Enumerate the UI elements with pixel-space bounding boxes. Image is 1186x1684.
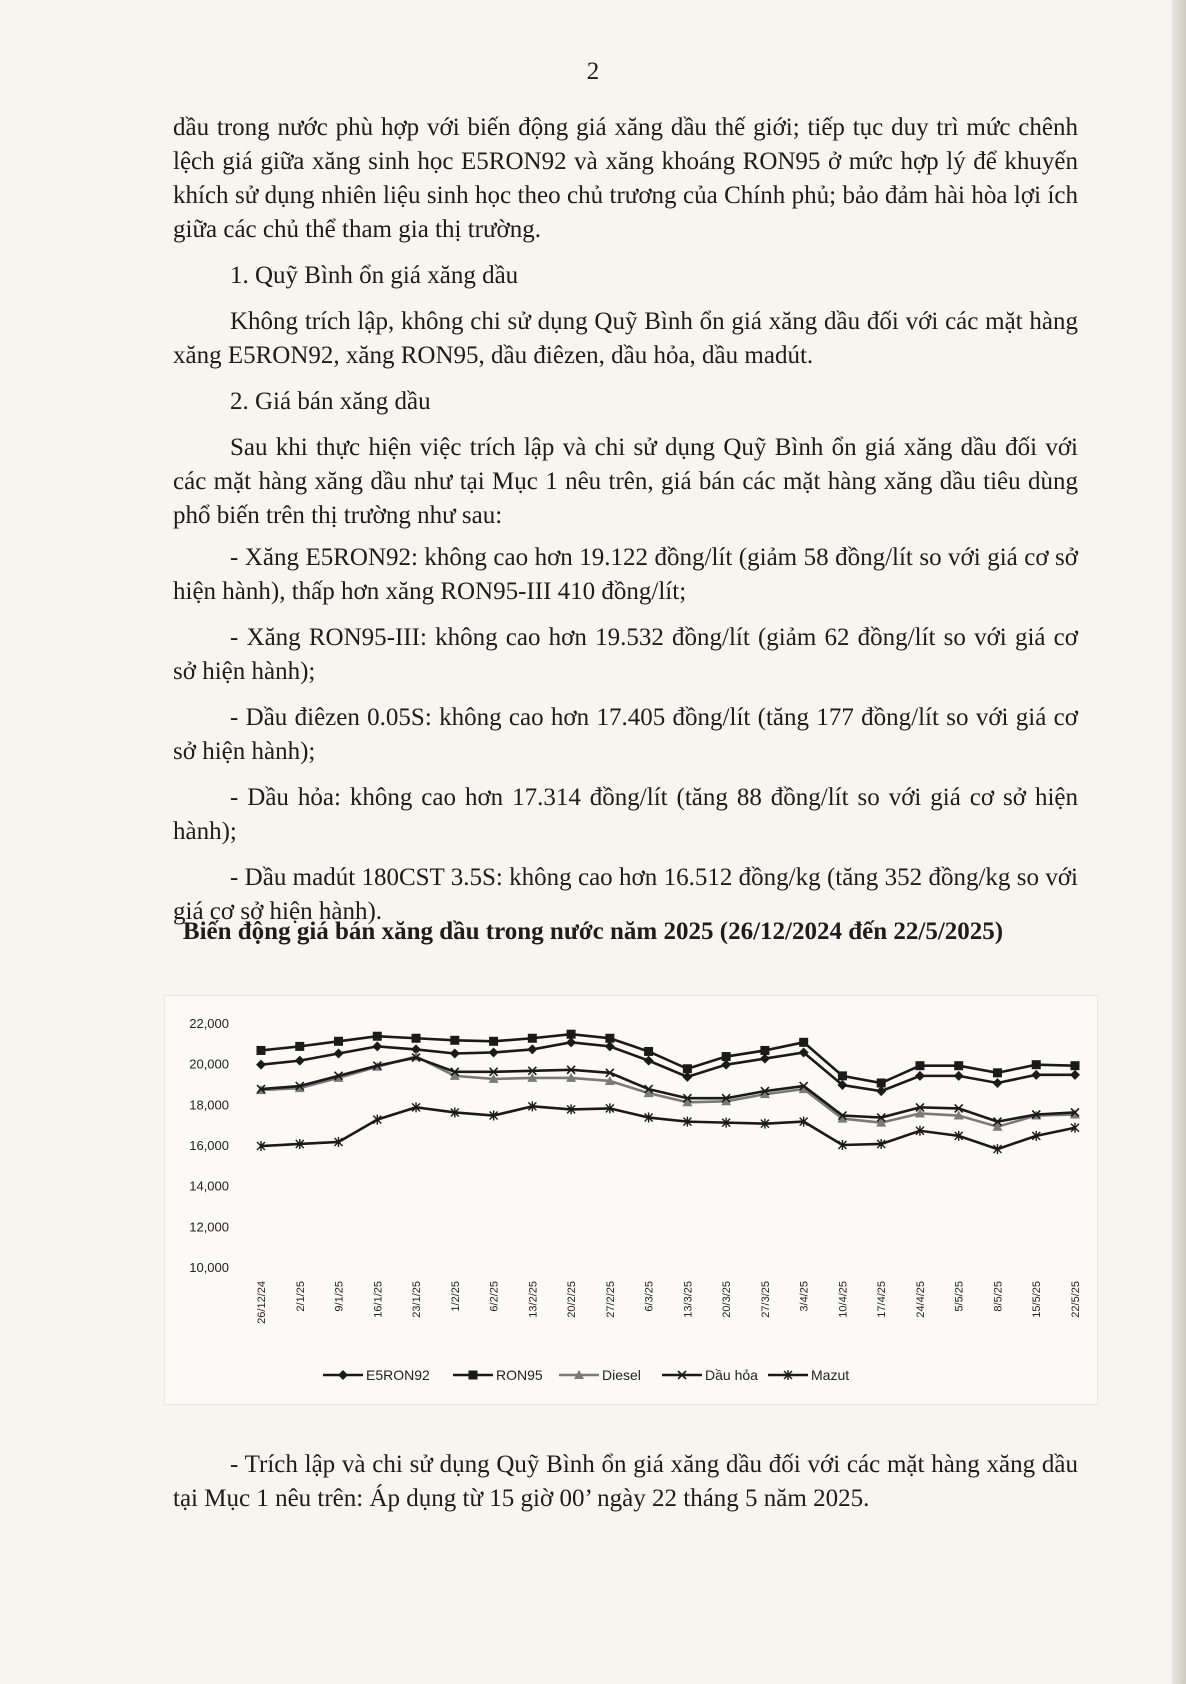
y-tick-label: 18,000: [189, 1097, 229, 1113]
x-tick-label: 2/1/25: [294, 1281, 307, 1312]
x-tick-label: 10/4/25: [837, 1281, 850, 1318]
footer-text: [173, 1448, 1078, 1516]
x-tick-label: 1/2/25: [449, 1281, 462, 1312]
data-point-ron95: [412, 1034, 421, 1043]
x-tick-label: 13/3/25: [682, 1281, 695, 1318]
series-line-mazut: [261, 1106, 1075, 1149]
y-tick-label: 22,000: [189, 1016, 229, 1031]
data-point-ron95: [722, 1052, 731, 1061]
data-point-e5ron92: [915, 1071, 925, 1081]
data-point-ron95: [450, 1036, 459, 1045]
x-tick-label: 22/5/25: [1070, 1281, 1082, 1318]
data-point-e5ron92: [334, 1049, 344, 1059]
data-point-ron95: [877, 1078, 886, 1087]
x-tick-label: 16/1/25: [372, 1281, 385, 1318]
legend-label-dau-hoa: Dầu hỏa: [705, 1367, 758, 1383]
data-point-ron95: [295, 1042, 304, 1051]
legend-label-e5ron92: E5RON92: [366, 1367, 430, 1383]
data-point-e5ron92: [1070, 1070, 1080, 1080]
x-tick-label: 15/5/25: [1031, 1281, 1044, 1318]
legend-label-diesel: Diesel: [602, 1367, 641, 1383]
y-tick-label: 20,000: [189, 1056, 229, 1072]
legend-label-ron95: RON95: [496, 1367, 543, 1383]
chart-svg: [165, 996, 1097, 1404]
data-point-e5ron92: [682, 1072, 692, 1082]
data-point-ron95: [528, 1034, 537, 1043]
x-tick-label: 8/5/25: [992, 1281, 1005, 1312]
data-point-ron95: [567, 1030, 576, 1039]
price-item-kerosene: - Dầu hỏa: không cao hơn 17.314 đồng/lít (tăng 88 đồng/lít so với giá cơ sở hiện hành);: [173, 784, 1078, 845]
y-tick-label: 10,000: [189, 1260, 229, 1275]
data-point-ron95: [257, 1046, 266, 1055]
x-tick-label: 6/3/25: [643, 1281, 656, 1312]
section1-heading: 1. Quỹ Bình ổn giá xăng dầu: [230, 262, 519, 289]
legend-marker-ron95: [469, 1371, 478, 1380]
x-tick-label: 20/3/25: [721, 1281, 734, 1318]
data-point-ron95: [799, 1038, 808, 1047]
x-tick-label: 17/4/25: [876, 1281, 889, 1318]
data-point-ron95: [1032, 1060, 1041, 1069]
data-point-ron95: [760, 1046, 769, 1055]
page-edge-shadow: [1172, 0, 1186, 1684]
data-point-e5ron92: [1031, 1070, 1041, 1080]
price-item-mazut: - Dầu madút 180CST 3.5S: không cao hơn 16.512 đồng/kg (tăng 352 đồng/kg so với giá cơ sở hiện hành).: [173, 864, 1078, 925]
data-point-e5ron92: [876, 1086, 886, 1096]
data-point-ron95: [644, 1047, 653, 1056]
data-point-ron95: [605, 1034, 614, 1043]
section1-body: Không trích lập, không chi sử dụng Quỹ Bình ổn giá xăng dầu đối với các mặt hàng xăng E5RON92, xăng RON95, dầu điêzen, dầu hỏa, dầu madút.: [173, 308, 1078, 369]
data-point-ron95: [489, 1037, 498, 1046]
section2-body: Sau khi thực hiện việc trích lập và chi sử dụng Quỹ Bình ổn giá xăng dầu đối với các mặt hàng xăng dầu như tại Mục 1 nêu trên, giá bán các mặt hàng xăng dầu tiêu dùng phổ biến trên thị trường như sau:: [173, 434, 1078, 529]
x-tick-label: 3/4/25: [798, 1281, 811, 1312]
x-tick-label: 5/5/25: [953, 1281, 966, 1312]
x-tick-label: 6/2/25: [488, 1281, 501, 1312]
data-point-e5ron92: [644, 1056, 654, 1066]
data-point-ron95: [683, 1064, 692, 1073]
price-item-ron95: - Xăng RON95-III: không cao hơn 19.532 đồng/lít (giảm 62 đồng/lít so với giá cơ sở hiện hành);: [173, 624, 1078, 685]
data-point-e5ron92: [489, 1047, 499, 1057]
data-point-e5ron92: [566, 1037, 576, 1047]
data-point-e5ron92: [605, 1041, 615, 1051]
data-point-e5ron92: [954, 1071, 964, 1081]
price-item-e5ron92: - Xăng E5RON92: không cao hơn 19.122 đồng/lít (giảm 58 đồng/lít so với giá cơ sở hiện hành), thấp hơn xăng RON95-III 410 đồng/lít;: [173, 544, 1078, 605]
x-tick-label: 13/2/25: [527, 1281, 540, 1318]
series-line-diesel: [261, 1057, 1075, 1127]
intro-paragraph: dầu trong nước phù hợp với biến động giá xăng dầu thế giới; tiếp tục duy trì mức chênh lệch giá giữa xăng sinh học E5RON92 và xăng khoáng RON95 ở mức hợp lý để khuyến khích sử dụng nhiên liệu sinh học theo chủ trương của Chính phủ; bảo đảm hài hòa lợi ích giữa các chủ thể tham gia thị trường.: [173, 114, 1078, 243]
y-tick-label: 12,000: [189, 1219, 229, 1235]
data-point-ron95: [373, 1032, 382, 1041]
section2-heading: 2. Giá bán xăng dầu: [230, 388, 431, 415]
price-chart: [164, 995, 1098, 1405]
price-item-diesel: - Dầu điêzen 0.05S: không cao hơn 17.405 đồng/lít (tăng 177 đồng/lít so với giá cơ sở hiện hành);: [173, 704, 1078, 765]
footer-paragraph: - Trích lập và chi sử dụng Quỹ Bình ổn giá xăng dầu đối với các mặt hàng xăng dầu tại Mục 1 nêu trên: Áp dụng từ 15 giờ 00’ ngày 22 tháng 5 năm 2025.: [173, 1451, 1078, 1512]
data-point-e5ron92: [372, 1041, 382, 1051]
x-tick-label: 23/1/25: [411, 1281, 424, 1318]
x-tick-label: 9/1/25: [333, 1281, 346, 1312]
series-line-dau-hoa: [261, 1058, 1075, 1122]
y-tick-label: 14,000: [189, 1178, 229, 1194]
data-point-e5ron92: [527, 1044, 537, 1054]
data-point-ron95: [954, 1061, 963, 1070]
x-tick-label: 27/2/25: [604, 1281, 617, 1318]
x-tick-label: 27/3/25: [759, 1281, 772, 1318]
legend-label-mazut: Mazut: [811, 1367, 850, 1383]
y-tick-label: 16,000: [189, 1138, 229, 1153]
page-number: 2: [586, 58, 600, 85]
x-tick-label: 20/2/25: [566, 1281, 579, 1318]
data-point-e5ron92: [450, 1049, 460, 1059]
data-point-e5ron92: [721, 1060, 731, 1070]
data-point-e5ron92: [295, 1056, 305, 1066]
data-point-ron95: [993, 1068, 1002, 1077]
chart-title: Biến động giá bán xăng dầu trong nước năm 2025 (26/12/2024 đến 22/5/2025): [182, 918, 1004, 945]
data-point-ron95: [1071, 1061, 1080, 1070]
data-point-e5ron92: [992, 1078, 1002, 1088]
x-tick-label: 24/4/25: [914, 1281, 927, 1318]
data-point-ron95: [334, 1037, 343, 1046]
data-point-e5ron92: [760, 1054, 770, 1064]
x-tick-label: 26/12/24: [256, 1281, 268, 1324]
data-point-ron95: [838, 1071, 847, 1080]
data-point-e5ron92: [256, 1060, 266, 1070]
legend-marker-e5ron92: [338, 1370, 348, 1380]
body-text: [173, 111, 1078, 929]
data-point-ron95: [915, 1061, 924, 1070]
